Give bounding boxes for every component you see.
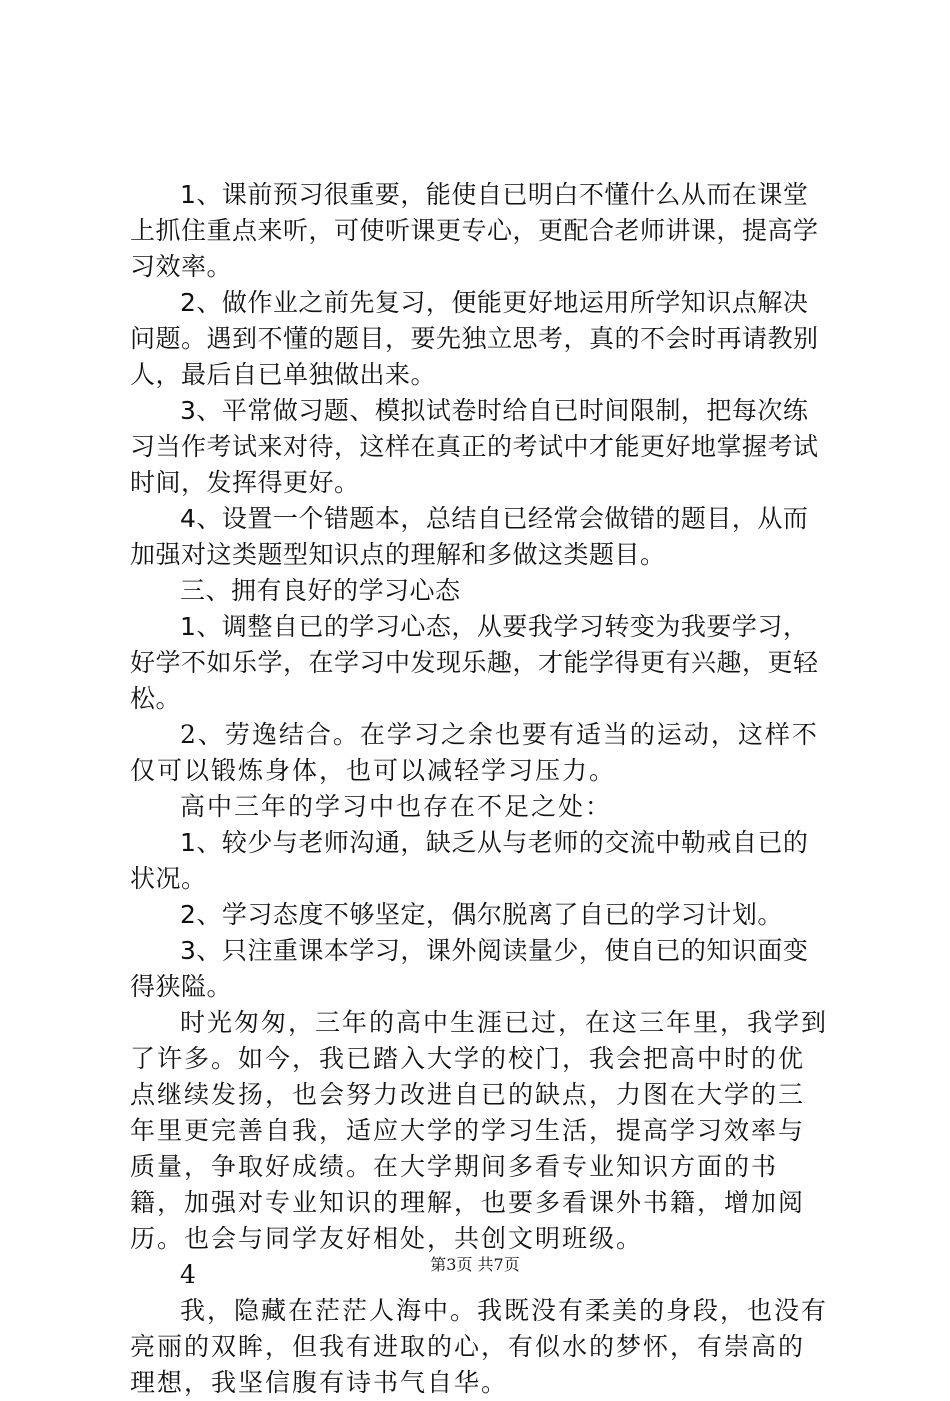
paragraph-work-rest-balance: 2、劳逸结合。在学习之余也要有适当的运动，这样不仅可以锻炼身体，也可以减轻学习压力。	[130, 720, 819, 785]
section-number: 4	[180, 1260, 198, 1289]
paragraph-preview-tip: 1、课前预习很重要，能使自已明白不懂什么从而在课堂上抓住重点来听，可使听课更专心，更配合老师讲课，提高学习效率。	[130, 180, 819, 281]
section-heading-mindset: 三、拥有良好的学习心态	[180, 576, 461, 605]
paragraph-error-book-tip: 4、设置一个错题本，总结自已经常会做错的题目，从而加强对这类题型知识点的理解和多做这类题目。	[130, 504, 809, 569]
paragraph-time-limit-tip: 3、平常做习题、模拟试卷时给自已时间限制，把每次练习当作考试来对待，这样在真正的考试中才能更好地掌握考试时间，发挥得更好。	[130, 396, 819, 497]
page-footer: 第3页 共7页	[430, 1255, 520, 1274]
paragraph-shortcomings-intro: 高中三年的学习中也存在不足之处：	[180, 792, 613, 821]
paragraph-shortcoming-3: 3、只注重课本学习，课外阅读量少，使自已的知识面变得狭隘。	[130, 936, 809, 1001]
document-body	[130, 177, 830, 1401]
paragraph-homework-tip: 2、做作业之前先复习，便能更好地运用所学知识点解决问题。遇到不懂的题目，要先独立思考，真的不会时再请教别人，最后自已单独做出来。	[130, 288, 819, 389]
paragraph-conclusion: 时光匆匆，三年的高中生涯已过，在这三年里，我学到了许多。如今，我已踏入大学的校门，我会把高中时的优点继续发扬，也会努力改进自已的缺点，力图在大学的三年里更完善自我，适应大学的学习生活，提高学习效率与质量，争取好成绩。在大学期间多看专业知识方面的书籍，加强对专业知识的理解，也要多看课外书籍，增加阅历。也会与同学友好相处，共创文明班级。	[130, 1008, 829, 1253]
paragraph-shortcoming-1: 1、较少与老师沟通，缺乏从与老师的交流中勒戒自已的状况。	[130, 828, 809, 893]
paragraph-shortcoming-2: 2、学习态度不够坚定，偶尔脱离了自已的学习计划。	[180, 900, 783, 929]
paragraph-self-intro: 我，隐藏在茫茫人海中。我既没有柔美的身段，也没有亮丽的双眸，但我有进取的心，有似水的梦怀，有崇高的理想，我坚信腹有诗书气自华。	[130, 1296, 829, 1397]
paragraph-adjust-mindset: 1、调整自已的学习心态，从要我学习转变为我要学习，好学不如乐学，在学习中发现乐趣，才能学得更有兴趣，更轻松。	[130, 612, 819, 713]
